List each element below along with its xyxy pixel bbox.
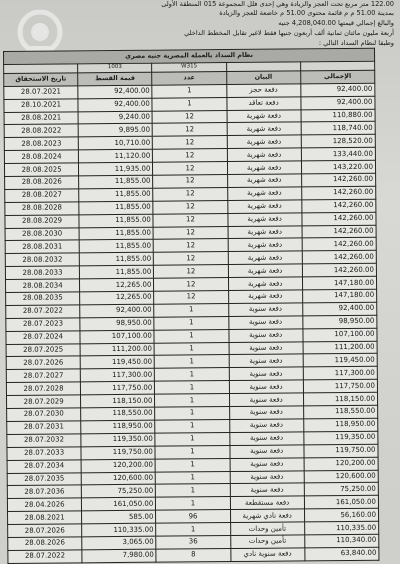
cell-due-date: 28.08.2021 [4, 111, 78, 125]
cell-count: 12 [153, 175, 227, 189]
cell-due-date: 28.08.2025 [4, 163, 78, 177]
cell-installment-value: 107,100.00 [80, 330, 154, 344]
cell-statement: دفعة سنوية [229, 432, 303, 446]
cell-count: 12 [152, 110, 226, 124]
cell-count: 12 [154, 291, 228, 305]
cell-statement: دفعة سنوية [229, 393, 303, 407]
cell-count: 1 [156, 484, 230, 498]
cell-count: 1 [154, 316, 228, 330]
cell-due-date: 28.07.2026 [6, 356, 80, 370]
cell-statement: دفعة شهرية [227, 161, 301, 175]
cell-installment-value: 9,240.00 [78, 111, 152, 125]
cell-total: 119,750.00 [304, 444, 378, 458]
cell-total: 118,740.00 [301, 122, 375, 136]
cell-count: 1 [155, 458, 229, 472]
cell-count: 1 [155, 407, 229, 421]
cell-due-date: 28.07.2022 [8, 550, 82, 564]
cell-installment-value: 9,895.00 [78, 124, 152, 138]
cell-installment-value: 117,300.00 [80, 369, 154, 383]
cell-count: 1 [154, 342, 228, 356]
cell-count: 8 [156, 548, 230, 562]
cell-installment-value: 11,935.00 [79, 162, 153, 176]
cell-due-date: 28.08.2028 [5, 202, 79, 216]
cell-total: 133,440.00 [301, 147, 375, 161]
cell-total: 110,880.00 [301, 109, 375, 123]
cell-count: 12 [154, 239, 228, 253]
cell-due-date: 28.07.2031 [7, 421, 81, 435]
cell-total: 92,400.00 [301, 96, 375, 110]
cell-total: 110,335.00 [304, 521, 378, 535]
cell-statement: دفعة شهرية [227, 109, 301, 123]
cell-count: 1 [154, 329, 228, 343]
cell-count: 12 [153, 162, 227, 176]
header-count: عدد [152, 71, 226, 85]
cell-count: 12 [154, 278, 228, 292]
cell-due-date: 28.08.2030 [5, 227, 79, 241]
cell-installment-value: 119,350.00 [81, 433, 155, 447]
header-due-date: تاريخ الاستحقاق [4, 73, 78, 87]
cell-statement: دفعة حجز [226, 84, 300, 98]
cell-due-date: 28.08.2023 [4, 137, 78, 151]
cell-statement: دفعة سنوية [230, 445, 304, 459]
cell-total: 142,260.00 [302, 212, 376, 226]
cell-total: 117,750.00 [303, 380, 377, 394]
cell-statement: دفعة سنوية [228, 316, 302, 330]
cell-statement: تأمين وحدات [230, 522, 304, 536]
cell-installment-value: 118,950.00 [81, 420, 155, 434]
cell-count: 1 [156, 497, 230, 511]
cell-due-date: 28.07.2021 [4, 86, 78, 100]
cell-due-date: 28.04.2026 [7, 498, 81, 512]
header-line-2: بمدينة 51.00 م م قائمة محتوى 51.00 م خاضعة للعجز والزيادة [219, 9, 394, 17]
cell-due-date: 28.07.2032 [7, 434, 81, 448]
cell-installment-value: 11,855.00 [79, 201, 153, 215]
cell-count: 12 [153, 213, 227, 227]
cell-total: 98,950.00 [303, 315, 377, 329]
cell-total: 92,400.00 [301, 83, 375, 97]
cell-due-date: 28.08.2033 [5, 266, 79, 280]
cell-installment-value: 11,855.00 [79, 253, 153, 267]
header-line-4: أربعة مليون مائتان ثمانية ألف أربعون جنيها فقط لاغير تقابل المخطط الداخلي [184, 29, 394, 37]
cell-installment-value: 3,065.00 [82, 536, 156, 550]
cell-due-date: 28.07.2029 [7, 395, 81, 409]
cell-due-date: 28.07.2033 [7, 447, 81, 461]
cell-statement: دفعة شهرية [227, 122, 301, 136]
cell-count: 1 [152, 97, 226, 111]
cell-total: 142,260.00 [301, 173, 375, 187]
cell-installment-value: 12,265.00 [80, 278, 154, 292]
cell-due-date: 28.10.2021 [4, 99, 78, 113]
cell-count: 1 [154, 303, 228, 317]
cell-statement: دفعة سنوية [229, 380, 303, 394]
cell-installment-value: 120,600.00 [81, 472, 155, 486]
cell-count: 12 [153, 149, 227, 163]
cell-statement: دفعة شهرية [227, 200, 301, 214]
cell-statement: دفعة سنوية [229, 341, 303, 355]
cell-due-date: 28.08.2026 [5, 176, 79, 190]
cell-count: 1 [155, 355, 229, 369]
cell-installment-value: 161,050.00 [82, 497, 156, 511]
cell-due-date: 28.08.2029 [5, 215, 79, 229]
cell-statement: دفعة شهرية [227, 187, 301, 201]
cell-count: 12 [153, 136, 227, 150]
cell-due-date: 28.07.2026 [8, 524, 82, 538]
cell-total: 142,260.00 [302, 199, 376, 213]
cell-due-date: 28.07.2034 [7, 459, 81, 473]
cell-statement: دفعة نادي شهرية [230, 509, 304, 523]
header-total: الإجمالي [300, 70, 374, 84]
cell-statement: دفعة شهرية [228, 290, 302, 304]
cell-count: 1 [155, 432, 229, 446]
cell-installment-value: 117,750.00 [81, 381, 155, 395]
cell-total: 142,260.00 [302, 251, 376, 265]
cell-installment-value: 11,855.00 [80, 265, 154, 279]
cell-statement: دفعة شهرية [228, 238, 302, 252]
cell-count: 12 [154, 252, 228, 266]
cell-total: 142,260.00 [301, 186, 375, 200]
cell-due-date: 28.08.2034 [5, 279, 79, 293]
cell-installment-value: 92,400.00 [78, 98, 152, 112]
cell-due-date: 28.07.2028 [6, 382, 80, 396]
cell-due-date: 28.08.2032 [5, 253, 79, 267]
meta-cell: W315 [152, 62, 226, 72]
cell-installment-value: 75,250.00 [81, 485, 155, 499]
cell-due-date: 28.07.2035 [7, 472, 81, 486]
cell-total: 147,180.00 [302, 289, 376, 303]
cell-due-date: 28.07.2030 [7, 408, 81, 422]
cell-total: 161,050.00 [304, 496, 378, 510]
cell-total: 119,450.00 [303, 354, 377, 368]
cell-installment-value: 119,750.00 [81, 446, 155, 460]
cell-total: 92,400.00 [302, 302, 376, 316]
cell-statement: دفعة سنوية [230, 470, 304, 484]
cell-count: 12 [154, 265, 228, 279]
table-row [8, 547, 379, 563]
cell-due-date: 28.07.2024 [6, 331, 80, 345]
cell-total: 111,200.00 [303, 341, 377, 355]
cell-statement: دفعة سنوية [229, 419, 303, 433]
cell-total: 107,100.00 [303, 328, 377, 342]
cell-total: 128,520.00 [301, 135, 375, 149]
cell-installment-value: 11,855.00 [79, 175, 153, 189]
cell-installment-value: 11,855.00 [79, 188, 153, 202]
cell-count: 12 [153, 123, 227, 137]
cell-statement: دفعة شهرية [228, 264, 302, 278]
cell-due-date: 28.07.2027 [6, 369, 80, 383]
cell-total: 120,200.00 [304, 457, 378, 471]
cell-installment-value: 119,450.00 [80, 356, 154, 370]
payment-table [3, 48, 379, 564]
cell-due-date: 28.07.2036 [7, 485, 81, 499]
cell-total: 118,150.00 [303, 392, 377, 406]
cell-count: 1 [156, 471, 230, 485]
cell-total: 143,220.00 [301, 160, 375, 174]
header-statement: البيان [226, 71, 300, 85]
cell-due-date: 28.07.2025 [6, 343, 80, 357]
cell-statement: دفعة سنوية [229, 354, 303, 368]
cell-installment-value: 111,200.00 [80, 343, 154, 357]
cell-total: 117,300.00 [303, 367, 377, 381]
cell-due-date: 28.08.2024 [4, 150, 78, 164]
cell-installment-value: 11,855.00 [79, 214, 153, 228]
cell-total: 120,600.00 [304, 470, 378, 484]
cell-due-date: 28.08.2035 [6, 292, 80, 306]
cell-total: 142,260.00 [302, 225, 376, 239]
cell-installment-value: 11,855.00 [79, 227, 153, 241]
header-line-3: والبالغ إجمالي قيمتها 4,208,040.00 جنيه [278, 19, 394, 27]
cell-total: 75,250.00 [304, 483, 378, 497]
cell-installment-value: 110,335.00 [82, 523, 156, 537]
cell-total: 63,840.00 [305, 547, 379, 561]
cell-statement: دفعة سنوية نادي [230, 548, 304, 562]
cell-count: 36 [156, 535, 230, 549]
cell-statement: دفعة سنوية [230, 483, 304, 497]
cell-statement: دفعة تعاقد [226, 97, 300, 111]
cell-installment-value: 10,710.00 [78, 137, 152, 151]
cell-count: 1 [155, 445, 229, 459]
cell-statement: دفعة شهرية [227, 213, 301, 227]
table-title: نظام السداد بالعملة المصرية جنيه مصري [4, 48, 375, 64]
cell-statement: دفعة مستقطعة [230, 496, 304, 510]
cell-statement: دفعة شهرية [227, 148, 301, 162]
cell-statement: تأمين وحدات [230, 535, 304, 549]
cell-statement: دفعة سنوية [228, 303, 302, 317]
payment-schedule [3, 48, 379, 564]
cell-count: 1 [156, 523, 230, 537]
cell-installment-value: 11,120.00 [79, 149, 153, 163]
cell-count: 12 [153, 200, 227, 214]
cell-count: 1 [155, 394, 229, 408]
cell-total: 118,950.00 [303, 418, 377, 432]
cell-due-date: 28.07.2022 [6, 305, 80, 319]
cell-count: 1 [155, 368, 229, 382]
cell-count: 12 [153, 187, 227, 201]
cell-count: 12 [153, 226, 227, 240]
cell-installment-value: 118,550.00 [81, 407, 155, 421]
cell-total: 142,260.00 [302, 263, 376, 277]
meta-cell: 1003 [78, 63, 152, 73]
cell-count: 1 [155, 419, 229, 433]
cell-count: 1 [155, 381, 229, 395]
cell-installment-value: 98,950.00 [80, 317, 154, 331]
cell-installment-value: 11,855.00 [79, 240, 153, 254]
cell-statement: دفعة شهرية [228, 277, 302, 291]
cell-total: 110,340.00 [304, 534, 378, 548]
cell-installment-value: 7,980.00 [82, 549, 156, 563]
cell-statement: دفعة شهرية [227, 174, 301, 188]
cell-statement: دفعة سنوية [229, 367, 303, 381]
cell-due-date: 28.08.2021 [8, 511, 82, 525]
cell-statement: دفعة شهرية [227, 135, 301, 149]
cell-installment-value: 120,200.00 [81, 459, 155, 473]
cell-due-date: 28.08.2026 [8, 537, 82, 551]
cell-due-date: 28.07.2023 [6, 318, 80, 332]
header-line-5: وطبقا لنظام السداد التالي : [318, 39, 394, 47]
cell-installment-value: 585.00 [82, 510, 156, 524]
cell-installment-value: 92,400.00 [80, 304, 154, 318]
cell-installment-value: 12,265.00 [80, 291, 154, 305]
cell-due-date: 28.08.2022 [4, 124, 78, 138]
cell-total: 119,350.00 [304, 431, 378, 445]
cell-count: 1 [152, 84, 226, 98]
header-line-1: 122.00 متر مربع تحت العجز والزيادة وهي إحدى فلل المجموعة 015 المنطقة الأولى [161, 0, 394, 8]
cell-statement: دفعة شهرية [228, 251, 302, 265]
cell-total: 142,260.00 [302, 238, 376, 252]
cell-total: 118,550.00 [303, 405, 377, 419]
cell-statement: دفعة سنوية [229, 406, 303, 420]
cell-due-date: 28.08.2031 [5, 240, 79, 254]
cell-statement: دفعة شهرية [228, 225, 302, 239]
cell-statement: دفعة سنوية [230, 457, 304, 471]
cell-due-date: 28.08.2027 [5, 189, 79, 203]
cell-total: 56,160.00 [304, 508, 378, 522]
cell-installment-value: 92,400.00 [78, 85, 152, 99]
cell-statement: دفعة سنوية [228, 329, 302, 343]
header-installment-value: قيمة القسط [78, 72, 152, 86]
cell-installment-value: 118,150.00 [81, 394, 155, 408]
cell-count: 96 [156, 510, 230, 524]
cell-total: 147,180.00 [302, 276, 376, 290]
